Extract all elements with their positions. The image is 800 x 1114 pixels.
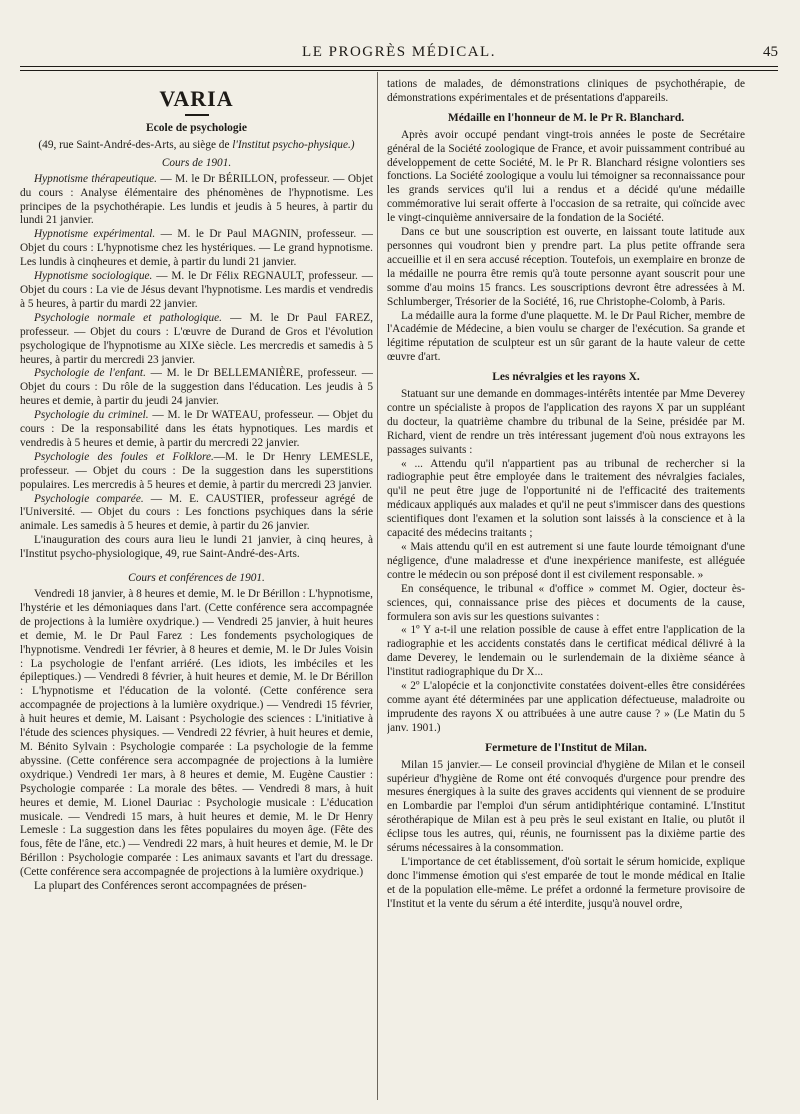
page-header — [20, 44, 778, 66]
nevralgies-paragraph: « Mais attendu qu'il en est autrement si une faute lourde témoignant d'une négligence, d'une maladresse et d'une inexpérience manifeste, est alléguée contre le médecin ou son préposé dont il est civilement responsable. » — [387, 541, 745, 581]
course-item: Psychologie des foules et Folklore.—M. le Dr Henry LEMESLE, professeur. — Objet du cours : De la suggestion dans les superstitions populaires. Les mercredis à 5 heures et demie, à partir du mercredi 23 janvier. — [20, 450, 373, 491]
nevralgies-heading: Les névralgies et les rayons X. — [492, 371, 640, 384]
course-item: Psychologie comparée. — M. E. CAUSTIER, professeur agrégé de l'Université. — Objet du cours : Les fonctions psychiques dans la série animale. Les samedis à 5 heures et demie, à partir du 26 janvier. — [20, 492, 373, 533]
ecole-address: (49, rue Saint-André-des-Arts, au siège de l'Institut psycho-physique.) — [38, 138, 355, 151]
milan-paragraph: L'importance de cet établissement, d'où sortait le sérum homicide, explique donc l'immense émotion qui s'est emparée de tout le monde médical en Italie et de la population elle-même. Le préfet a ordonné la fermeture provisoire de l'Institut et la vente du sérum a été interdite, jusqu'à nouvel ordre, — [387, 855, 745, 910]
inauguration-paragraph: L'inauguration des cours aura lieu le lundi 21 janvier, à cinq heures, à l'Institut psycho-physiologique, 49, rue Saint-André-des-Arts. — [20, 534, 373, 561]
right-column — [387, 78, 745, 1100]
continuation-paragraph: tations de malades, de démonstrations cliniques de psychothérapie, de démonstrations expérimentales et de présentations d'appareils. — [387, 78, 745, 104]
milan-paragraph: Milan 15 janvier.— Le conseil provincial d'hygiène de Milan et le conseil supérieur d'hygiène de Rome ont été convoqués d'urgence pour prendre des mesures énergiques à la suite des graves accidents qui viennent de se produire en Lombardie par l'emploi d'un sérum antidiphtérique contaminé. L'Institut sérothérapique de Milan est à peu près le seul existant en Italie, ou plutôt il éclipse tous les autres, qui, réunis, ne fournissent pas la dixième partie des sérums nécessaires à la consommation. — [387, 758, 745, 855]
medaille-heading: Médaille en l'honneur de M. le Pr R. Blanchard. — [447, 111, 685, 124]
section-title: VARIA — [159, 86, 234, 111]
conferences-last-line: La plupart des Conférences seront accompagnées de présen- — [34, 880, 307, 893]
course-item: Psychologie de l'enfant. — M. le Dr BELLEMANIÈRE, professeur. — Objet du cours : Du rôle de la suggestion dans l'éducation. Les jeudis à 5 heures et demie, à partir du jeudi 24 janvier. — [20, 367, 373, 408]
conferences-heading: Cours et conférences de 1901. — [128, 572, 265, 585]
running-title: LE PROGRÈS MÉDICAL. — [302, 44, 496, 60]
course-item: Psychologie du criminel. — M. le Dr WATEAU, professeur. — Objet du cours : De la responsabilité dans les états hypnotiques. Les mardis et vendredis à 5 heures et demie, à partir du mercredi 22 janvier. — [20, 409, 373, 449]
nevralgies-paragraph: « ... Attendu qu'il n'appartient pas au tribunal de rechercher si la radiographie peut être employée dans le traitement des névralgies faciales, qu'il ne peut être juge de l'opportunité ni de l'efficacité des traitements médicaux appliqués aux malades et qu'il ne peut s'immiscer dans des questions scientifiques dont l'examen et la solution sont laissés à la conscience et à la capacité des médecins traitants ; — [387, 457, 745, 540]
medaille-paragraph: La médaille aura la forme d'une plaquette. M. le Dr Paul Richer, membre de l'Académie de Médecine, a bien voulu se charger de l'exécution. Sa grande et légitime réputation de sculpteur est un sûr garant de la haute valeur de cette œuvre d'art. — [387, 309, 745, 364]
left-column — [20, 78, 373, 1100]
medaille-paragraph: Dans ce but une souscription est ouverte, en laissant toute latitude aux personnes qui voudront bien y prendre part. La plus petite offrande sera accueillie et il en sera accusé réception. Toutefois, un exemplaire en bronze de la médaille ne pourra être remis qu'à toute personne ayant souscrit pour une somme d'au moins 15 francs. Les souscriptions devront être adressées à M. Schlumberger, Trésorier de la Société, 16, rue Christophe-Colomb, à Paris. — [387, 226, 745, 308]
column-divider — [377, 72, 378, 1100]
nevralgies-paragraph: Statuant sur une demande en dommages-intérêts intentée par Mme Deverey contre un spécialiste à propos de l'application des rayons X par un suppléant du docteur, la quatrième chambre du tribunal de la Seine, présidée par M. Richard, vient de rendre un très intéressant jugement d'où nous extrayons les passages suivants : — [387, 388, 745, 456]
header-rule — [20, 66, 778, 67]
course-item: Hypnotisme thérapeutique. — M. le Dr BÉRILLON, professeur. — Objet du cours : Analyse élémentaire des phénomènes de l'hypnotisme. Les principes de la psychothérapie. Les lundis et jeudis à 5 heures, à partir du lundi 21 janvier. — [20, 172, 373, 227]
ecole-heading: Ecole de psychologie — [146, 122, 247, 134]
header-rule-thin — [20, 70, 778, 71]
title-rule — [185, 114, 209, 116]
course-item: Hypnotisme expérimental. — M. le Dr Paul MAGNIN, professeur. — Objet du cours : L'hypnotisme chez les hystériques. — Le grand hypnotisme. Les lundis à cinqheures et demie, à partir du lundi 21 janvier. — [20, 228, 373, 269]
medaille-paragraph: Après avoir occupé pendant vingt-trois années le poste de Secrétaire général de la Société zoologique de France, et avoir puissamment contribué au développement de cette Société, M. le Pr R. Blanchard résigne volontiers ses fonctions. La Société zoologique a voulu lui témoigner sa reconnaissance pour les grands services qu'il lui a rendus et a décidé qu'une médaille commémorative lui serait offerte à l'occasion de sa retraite, qui coïncide avec le vingt-cinquième anniversaire de la fondation de la Société. — [387, 128, 745, 225]
course-item: Hypnotisme sociologique. — M. le Dr Félix REGNAULT, professeur. — Objet du cours : La vie de Jésus devant l'hypnotisme. Les mardis et vendredis à 5 heures, à partir du mardi 22 janvier. — [20, 270, 373, 310]
nevralgies-paragraph: « 2º L'alopécie et la conjonctivite constatées doivent-elles être considérées comme ayant été déterminées par une application défectueuse, maladroite ou imprudente des rayons X ou attribuées à une autre cause ? » (Le Matin du 5 janv. 1901.) — [387, 680, 745, 734]
course-item: Psychologie normale et pathologique. — M. le Dr Paul FAREZ, professeur. — Objet du cours : L'œuvre de Durand de Gros et l'évolution psychologique de l'hypnotisme au XIXe siècle. Les mercredis et samedis à 5 heures, à partir du mercredi 23 janvier. — [20, 311, 373, 366]
conferences-paragraph: Vendredi 18 janvier, à 8 heures et demie, M. le Dr Bérillon : L'hypnotisme, l'hystérie et les démoniaques dans l'art. (Cette conférence sera accompagnée de projections à la lumière oxydrique.) — Vendredi 25 janvier, à huit heures et demie, M. le Dr Paul Farez : Les fondements psychologiques de l'hypnotisme. Vendredi 1er février, à 8 heures et demie, M. le Dr Jules Voisin : La psychologie de l'enfant arriéré. (Les idiots, les imbéciles et les épileptiques.) — Vendredi 8 février, à huit heures et demie, M. le Dr Bérillon : L'hypnotisme et l'éducation de la volonté. (Cette conférence sera accompagnée de projections à la lumière oxydrique.) — Vendredi 15 février, à huit heures et demie, M. Laisant : Psychologie des sciences : L'initiative à l'étude des sciences physiques. — Vendredi 22 février, à huit heures et demie, M. Bénito Sylvain : Psychologie comparée : La psychologie de la femme abyssine. (Cette conférence sera accompagnée de projections à la lumière oxydrique.) Vendredi 1er mars, à 8 heures et demie, M. Eugène Caustier : Psychologie comparée : La morale des bêtes. — Vendredi 8 mars, à huit heures et demie, M. Lionel Dauriac : Psychologie musicale : L'éducation musicale. — Vendredi 15 mars, à huit heures et demie, M. le Dr Henry Lemesle : La suggestion dans les fêtes populaires du moyen âge. (Fête des fous, fête de l'âne, etc.) — Vendredi 22 mars, à huit heures et demie, M. le Dr Bérillon : Psychologie comparée : Les animaux savants et l'art du dressage. (Cette conférence sera accompagnée de projections à la lumière oxydrique.) — [20, 588, 373, 879]
page-number: 45 — [763, 44, 778, 60]
nevralgies-paragraph: « 1º Y a-t-il une relation possible de cause à effet entre l'application de la radiographie et les accidents constatés dans le certificat médical délivré à la dame Deverey, le lendemain ou le surlendemain de la dixième séance à l'institut radiographique du Dr X... — [387, 624, 745, 679]
cours-heading: Cours de 1901. — [161, 156, 232, 169]
milan-heading: Fermeture de l'Institut de Milan. — [485, 741, 647, 754]
nevralgies-paragraph: En conséquence, le tribunal « d'office » commet M. Ogier, docteur ès-sciences, qui, connaissance prise des pièces et documents de la cause, formulera son avis sur les questions suivantes : — [387, 582, 745, 623]
